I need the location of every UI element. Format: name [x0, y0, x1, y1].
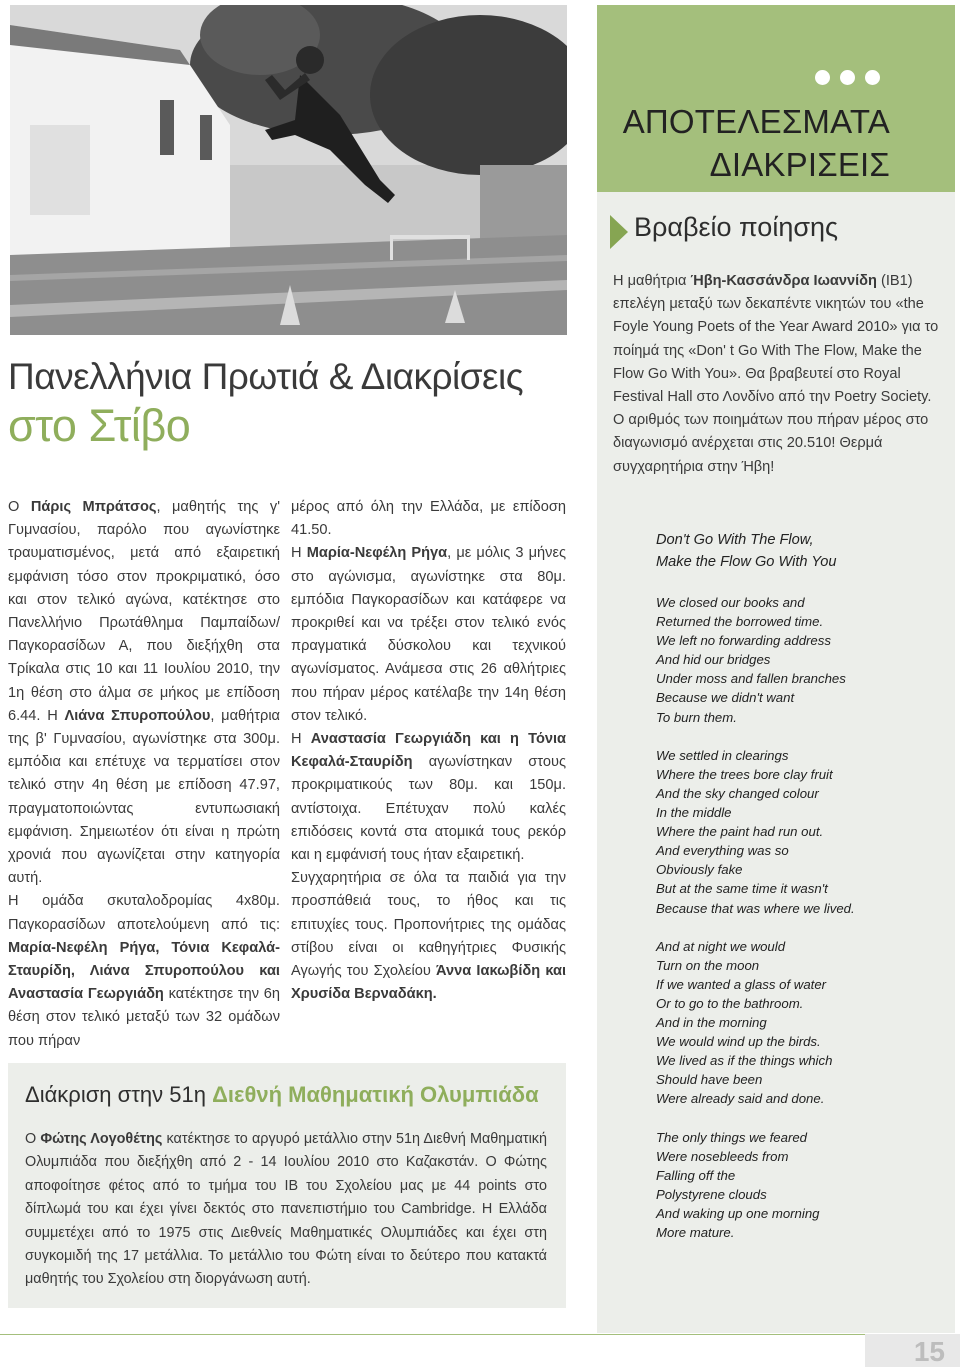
- athlete-name: Λιάνα Σπυροπούλου: [64, 707, 211, 724]
- athlete-name: Πάρις Μπράτσος: [30, 499, 157, 515]
- long-jump-photo: [10, 5, 567, 335]
- headline-line-2: στο Στίβο: [8, 400, 191, 451]
- student-name: Φώτης Λογοθέτης: [40, 1131, 163, 1147]
- team-names: Μαρία-Νεφέλη Ρήγα, Τόνια Κεφαλά-Σταυρίδη, Λιάνα Σπυροπούλου και Αναστασία Γεωργιάδη: [8, 939, 280, 1003]
- section-title: ΑΠΟΤΕΛΕΣΜΑΤΑ ΔΙΑΚΡΙΣΕΙΣ: [622, 103, 890, 183]
- decorative-dots: [815, 70, 885, 90]
- math-olympiad-title-highlight: Διεθνή Μαθηματική Ολυμπιάδα: [212, 1082, 539, 1107]
- athletics-column-1: [8, 496, 280, 1053]
- coach-names: Άννα Ιακωβίδη και Χρυσίδα Βερναδάκη.: [291, 963, 566, 1003]
- dot-icon: [840, 70, 855, 85]
- athletics-paragraph: Συγχαρητήρια σε όλα τα παιδιά για την προσπάθειά τους, το ήθος και τις επιτυχίες τους. Προπονήτριες της ομάδας στίβου είναι οι καθηγήτριες Φυσικής Αγωγής του Σχολείου Άννα Ιακωβίδη και Χρυσίδα Βερναδάκη.: [291, 870, 566, 1003]
- headline-line-1: Πανελλήνια Πρωτιά & Διακρίσεις: [8, 356, 524, 397]
- student-name: Ήβη-Κασσάνδρα Ιωαννίδη: [690, 273, 877, 289]
- athlete-name: Αναστασία Γεωργιάδη και η Τόνια Κεφαλά-Σταυρίδη: [291, 731, 566, 771]
- poem: [656, 593, 946, 1261]
- poem-stanza: The only things we feared Were nosebleeds from Falling off the Polystyrene clouds And waking up one morning More mature.: [656, 1129, 820, 1241]
- article-headline: [8, 355, 568, 453]
- award-body: Η μαθήτρια Ήβη-Κασσάνδρα Ιωαννίδη (ΙΒ1) επελέγη μεταξύ των δεκαπέντε νικητών του «the Foyle Young Poets of the Year Award 2010» για το ποίημά της «Don' t Go With The Flow, Make the Flow Go With You». Θα βραβευτεί στο Royal Festival Hall στο Λονδίνο από την Poetry Society. Ο αριθμός των ποιημάτων που πήραν μέρος στο διαγωνισμό ανέρχεται στις 20.510! Θερμά συγχαρητήρια στην Ήβη!: [613, 273, 939, 475]
- dot-icon: [815, 70, 830, 85]
- athletics-paragraph: Ο Πάρις Μπράτσος, μαθητής της γ' Γυμνασίου, παρόλο που αγωνίστηκε τραυματισμένος, μετά από εξαιρετική εμφάνιση τόσο στον προκριματικό, όσο και στον τελικό αγώνα, κατέκτησε στο Πανελλήνιο Πρωτάθλημα Παμπαίδων/ Παγκορασίδων Α, που διεξήχθη στα Τρίκαλα στις 10 και 11 Ιουλίου 2010, την 1η θέση στο άλμα σε μήκος με επίδοση 6.44. Η Λιάνα Σπυροπούλου, μαθήτρια της β' Γυμνασίου, αγωνίστηκε στα 300μ. εμπόδια και επέτυχε να τερματίσει στον τελικό στην 4η θέση με επίδοση 47.97, πραγματοποιώντας εντυπωσιακή εμφάνιση. Σημειωτέον ότι είναι η πρώτη χρονιά που αγωνίζεται στην κατηγορία αυτή.: [8, 499, 280, 887]
- footer-rule: [0, 1334, 960, 1335]
- poem-title: Don't Go With The Flow, Make the Flow Go With You: [656, 532, 837, 570]
- math-olympiad-title: Διάκριση στην 51η Διεθνή Μαθηματική Ολυμπιάδα: [25, 1082, 539, 1107]
- athlete-name: Μαρία-Νεφέλη Ρήγα: [306, 545, 448, 562]
- poem-stanza: We settled in clearings Where the trees bore clay fruit And the sky changed colour In the middle Where the paint had run out. And everything was so Obviously fake But at the same time it wasn't Because that was where we lived.: [656, 747, 855, 916]
- math-olympiad-body: Ο Φώτης Λογοθέτης κατέκτησε το αργυρό μετάλλιο στην 51η Διεθνή Μαθηματική Ολυμπιάδα που διεξήχθη από 2 - 14 Ιουλίου 2010 στο Καζακστάν. Ο Φώτης αποφοίτησε φέτος από το τμήμα του IB του Σχολείου μας με 44 points στο δίπλωμά του και έχει γίνει δεκτός στο πανεπιστήμιο του Cambridge. Η Ελλάδα συμμετέχει από το 1975 στις Διεθνείς Μαθηματικές Ολυμπιάδες και έχει στη συγκομιδή της 17 μετάλλια. Το μετάλλιο του Φώτη είναι το δεύτερο που κατακτά μαθητής του Σχολείου στη διοργάνωση αυτή.: [25, 1131, 547, 1288]
- arrow-right-icon: [610, 215, 628, 249]
- athletics-paragraph: Η ομάδα σκυταλοδρομίας 4x80μ. Παγκορασίδων αποτελούμενη από τις: Μαρία-Νεφέλη Ρήγα, Τόνια Κεφαλά-Σταυρίδη, Λιάνα Σπυροπούλου και Αναστασία Γεωργιάδη κατέκτησε την 6η θέση στον τελικό μεταξύ των 32 ομάδων που πήραν: [8, 893, 280, 1049]
- athletics-paragraph: Η Μαρία-Νεφέλη Ρήγα, με μόλις 3 μήνες στο αγώνισμα, αγωνίστηκε στα 80μ. εμπόδια Παγκορασίδων και κατάφερε να προκριθεί και να τρέξει στον τελικό ενός πραγματικά δύσκολου και τεχνικού αγωνίσματος. Ανάμεσα στις 26 αθλήτριες που πήραν μέρος κατέλαβε την 14η θέση στον τελικό.: [291, 545, 566, 724]
- poem-stanza: And at night we would Turn on the moon If we wanted a glass of water Or to go to the bathroom. And in the morning We would wind up the birds. We lived as if the things which Should have been Were already said and done.: [656, 938, 833, 1107]
- athletics-paragraph: Η Αναστασία Γεωργιάδη και η Τόνια Κεφαλά-Σταυρίδη αγωνίστηκαν στους προκριματικούς των 80μ. και 150μ. αντίστοιχα. Επέτυχαν πολύ καλές επιδόσεις κοντά στα ατομικά τους ρεκόρ και η εμφάνισή τους ήταν εξαιρετική.: [291, 731, 566, 864]
- athletics-paragraph: μέρος από όλη την Ελλάδα, με επίδοση 41.50.: [291, 499, 566, 539]
- athletics-column-2: [291, 496, 566, 1006]
- poem-stanza: We closed our books and Returned the borrowed time. We left no forwarding address And hid our bridges Under moss and fallen branches Because we didn't want To burn them.: [656, 595, 846, 725]
- dot-icon: [865, 70, 880, 85]
- award-title: Βραβείο ποίησης: [634, 212, 839, 242]
- page-number: 15: [913, 1336, 945, 1367]
